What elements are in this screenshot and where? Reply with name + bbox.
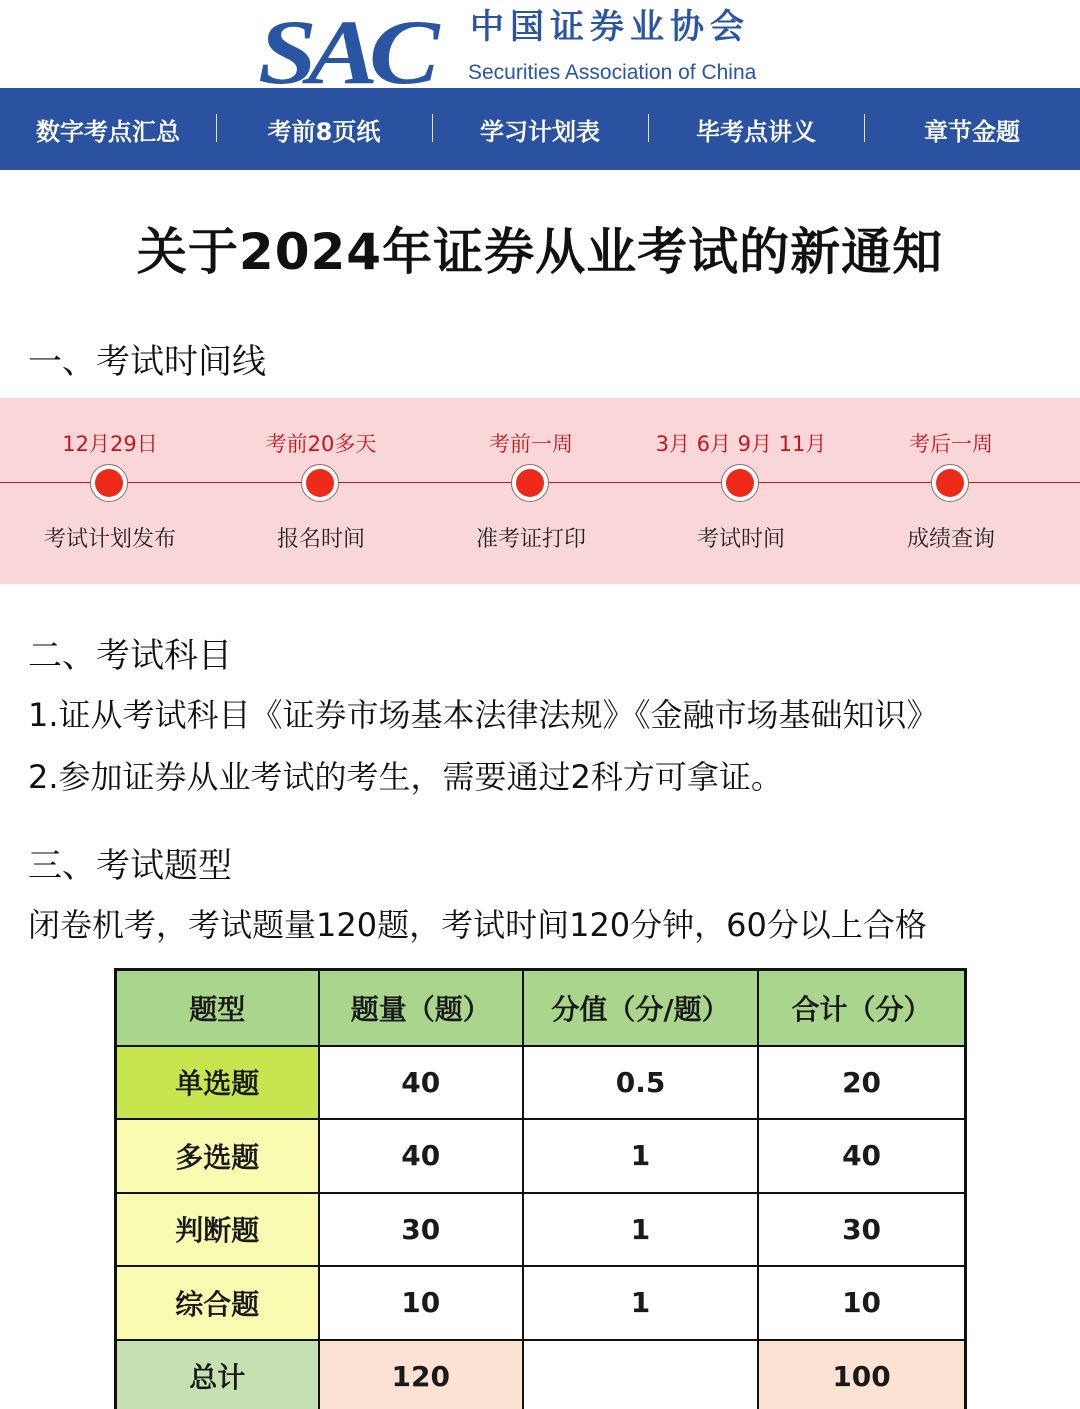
page-title: 关于2024年证券从业考试的新通知 [136,223,944,281]
table-cell: 1 [523,1266,758,1340]
table-cell: 多选题 [116,1119,319,1193]
table-cell: 1 [523,1193,758,1267]
timeline-date: 考前20多天 [265,432,377,456]
table-cell: 总计 [116,1340,319,1409]
timeline-date: 考后一周 [909,432,993,456]
table-row [116,1193,966,1267]
sac-logo[interactable]: SAC [258,1,431,88]
timeline-label: 准考证打印 [475,527,586,552]
table-cell: 判断题 [116,1193,319,1267]
timeline-label: 考试计划发布 [43,527,176,552]
subjects-line-2: 2.参加证券从业考试的考生，需要通过2科方可拿证。 [28,758,783,796]
table-cell: 单选题 [116,1046,319,1120]
table-cell: 120 [319,1340,523,1409]
timeline-dot-icon [301,464,339,502]
timeline-dot-icon [511,464,549,502]
table-cell: 20 [758,1046,965,1120]
table-cell: 1 [523,1119,758,1193]
timeline-date: 12月29日 [62,432,158,456]
section-heading-subjects: 二、考试科目 [28,636,232,676]
table-header-row [116,970,966,1046]
timeline-node [831,398,1071,584]
timeline-dot-icon [721,464,759,502]
exam-summary: 闭卷机考，考试题量120题，考试时间120分钟，60分以上合格 [28,906,927,944]
timeline-date: 考前一周 [489,432,573,456]
table-cell: 综合题 [116,1266,319,1340]
question-type-table [114,968,967,1409]
nav-item-lecture-notes[interactable]: 毕考点讲义 [648,112,864,147]
timeline-dot-icon [931,464,969,502]
nav-item-study-plan[interactable]: 学习计划表 [432,112,648,147]
timeline-node [201,398,441,584]
exam-timeline [0,398,1080,584]
timeline-node [0,398,230,584]
timeline-date: 3月 6月 9月 11月 [655,432,827,456]
table-header-cell: 合计（分） [758,970,965,1046]
section-heading-question-types: 三、考试题型 [28,846,232,886]
table-header-cell: 题量（题） [319,970,523,1046]
timeline-node [411,398,651,584]
table-cell: 40 [319,1046,523,1120]
table-cell: 40 [758,1119,965,1193]
section-heading-timeline: 一、考试时间线 [28,342,266,382]
top-nav [0,88,1080,170]
table-cell: 0.5 [523,1046,758,1120]
table-cell: 40 [319,1119,523,1193]
site-header [0,0,1080,88]
subjects-line-1: 1.证从考试科目《证券市场基本法律法规》《金融市场基础知识》 [28,696,939,734]
table-row [116,1266,966,1340]
nav-item-chapter-questions[interactable]: 章节金题 [864,112,1080,147]
logo-english-name: Securities Association of China [468,61,757,84]
table-header-cell: 分值（分/题） [523,970,758,1046]
table-row [116,1046,966,1120]
table-cell: 100 [758,1340,965,1409]
table-cell: 10 [319,1266,523,1340]
nav-item-digital-points[interactable]: 数字考点汇总 [36,117,180,146]
timeline-label: 考试时间 [696,527,785,552]
table-cell [523,1340,758,1409]
table-header-cell: 题型 [116,970,319,1046]
table-row [116,1119,966,1193]
table-cell: 10 [758,1266,965,1340]
logo-chinese-name: 中国证券业协会 [470,7,750,47]
timeline-label: 报名时间 [276,527,365,552]
nav-item-8-pages[interactable]: 考前8页纸 [216,112,432,147]
timeline-dot-icon [90,464,128,502]
table-total-row [116,1340,966,1409]
timeline-label: 成绩查询 [906,527,995,552]
timeline-node [621,398,861,584]
table-cell: 30 [758,1193,965,1267]
table-cell: 30 [319,1193,523,1267]
